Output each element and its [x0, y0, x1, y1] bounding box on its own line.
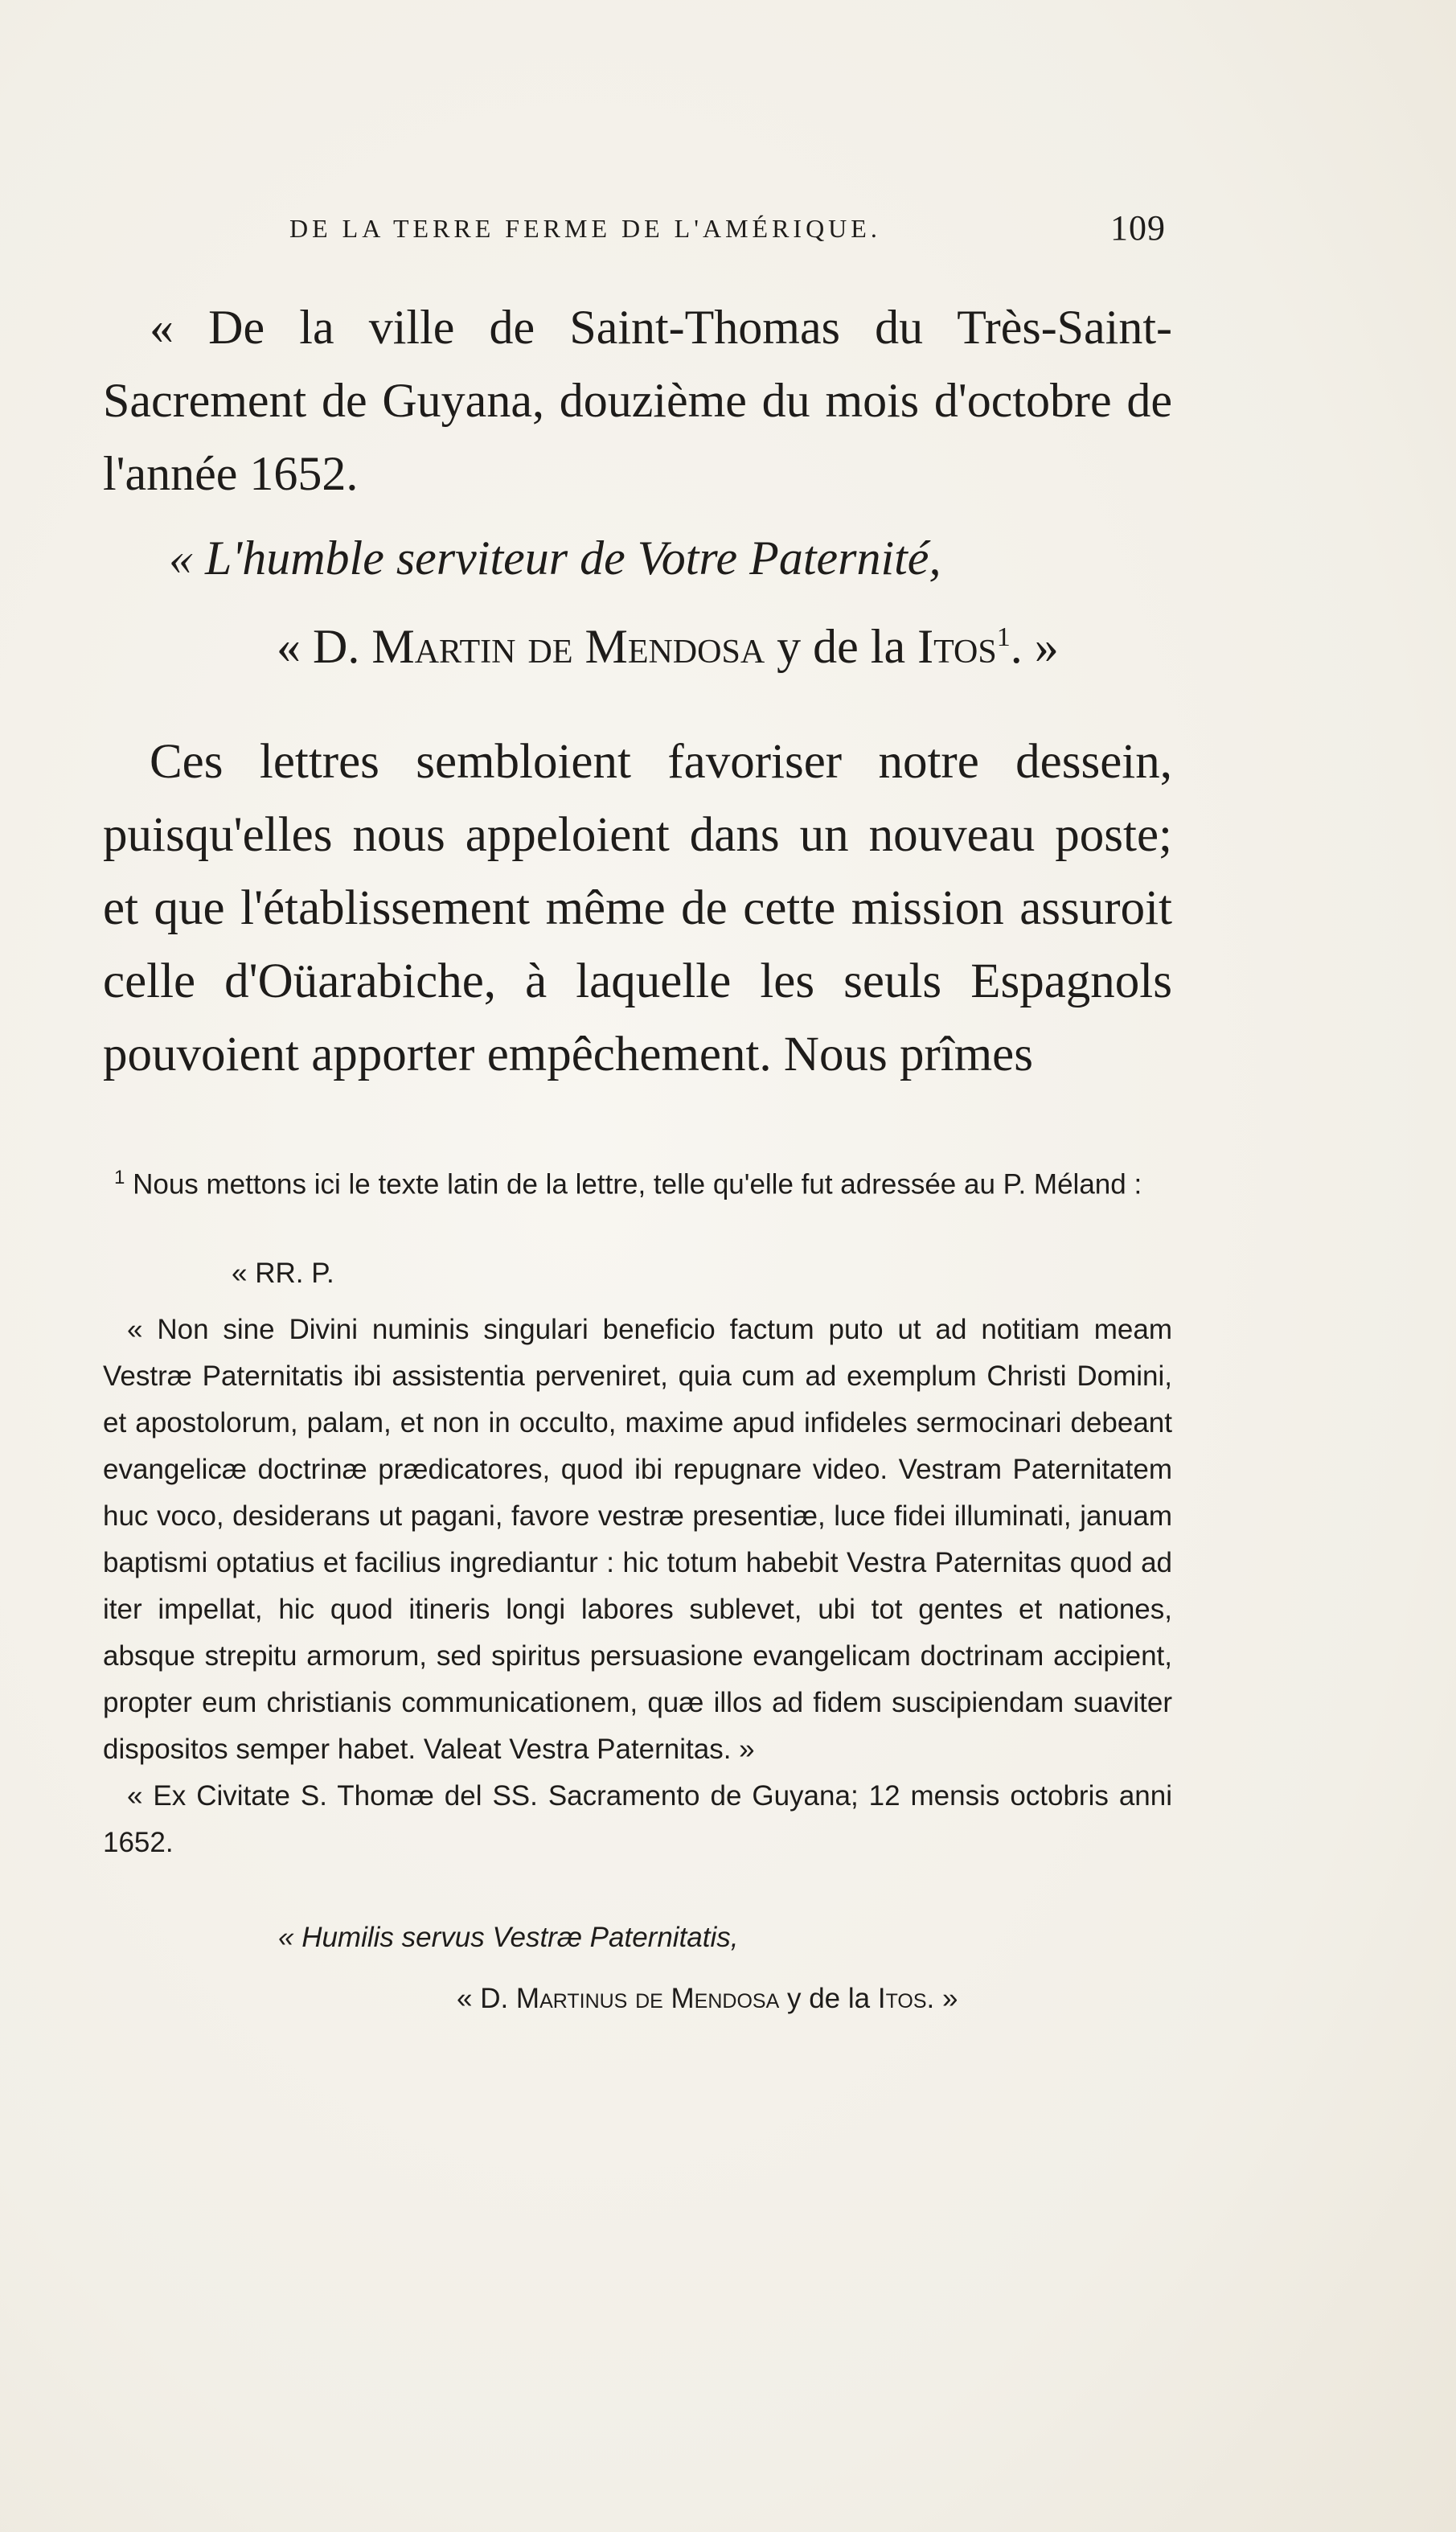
- footnote: [103, 1155, 1172, 2022]
- letter-dateline-block: [103, 291, 1172, 511]
- footnote-signature-name: Martinus de Mendosa: [515, 1982, 780, 2014]
- letter-dateline: « De la ville de Saint-Thomas du Très-Saint-Sacrement de Guyana, douzième du mois d'octobre de l'année 1652.: [103, 301, 1172, 500]
- signature-place: Itos: [917, 620, 997, 673]
- footnote-signature-place: Itos: [877, 1982, 927, 2014]
- letter-salutation-line: [169, 531, 1134, 586]
- footnote-intro: Nous mettons ici le texte latin de la lettre, telle qu'elle fut adressée au P. Méland :: [133, 1168, 1142, 1200]
- footnote-latin-text: « Non sine Divini numinis singulari beneficio factum puto ut ad notitiam meam Vestræ Paternitatis ibi assistentia perveniret, quia cum ad exemplum Christi Domini, et apostolorum, palam, et non in occulto, maxime apud infideles sermocinari debeant evangelicæ doctrinæ prædicatores, quod ibi repugnare video. Vestram Paternitatem huc voco, desiderans ut pagani, favore vestræ presentiæ, luce fidei illuminati, januam baptismi optatius et facilius ingrediantur : hic totum habebit Vestra Paternitas quod ad iter impellat, hic quod itineris longi labores sublevet, ubi tot gentes et nationes, absque strepitu armorum, sed spiritus persuasione evangelicam doctrinam accipient, propter eum christianis communicationem, quæ illos ad fidem suscipiendam suaviter dispositos semper habet. Valeat Vestra Paternitas. »: [103, 1313, 1172, 1765]
- footnote-intro-line: [103, 1155, 1172, 1209]
- signature-name: Martin de Mendosa: [371, 620, 765, 673]
- footnote-dateline: « Ex Civitate S. Thomæ del SS. Sacramento de Guyana; 12 mensis octobris anni 1652.: [103, 1779, 1172, 1858]
- footnote-address: « RR. P.: [232, 1257, 334, 1289]
- signature-prefix: « D.: [277, 620, 372, 673]
- signature-end: . »: [1010, 620, 1059, 673]
- footnote-closing: « Humilis servus Vestræ Paternitatis,: [278, 1921, 739, 1953]
- letter-salutation: « L'humble serviteur de Votre Paternité,: [169, 531, 941, 585]
- body-paragraph-block: [103, 725, 1172, 1091]
- footnote-reference: 1: [996, 622, 1011, 652]
- footnote-signature: « D. Martinus de Mendosa y de la Itos. »: [457, 1982, 958, 2014]
- page-number: 109: [1110, 208, 1166, 248]
- signature-connector: y de la: [765, 620, 918, 673]
- page-header: [289, 207, 1166, 256]
- running-title: DE LA TERRE FERME DE L'AMÉRIQUE.: [289, 214, 881, 243]
- footnote-marker: 1: [114, 1167, 125, 1188]
- body-paragraph: Ces lettres sembloient favoriser notre dessein, puisqu'elles nous appeloient dans un nouveau poste; et que l'établissement même de cette mission assuroit celle d'Oüarabiche, à laquelle les seuls Espagnols pouvoient apporter empêchement. Nous prîmes: [103, 735, 1172, 1081]
- letter-signature-line: [277, 619, 1161, 675]
